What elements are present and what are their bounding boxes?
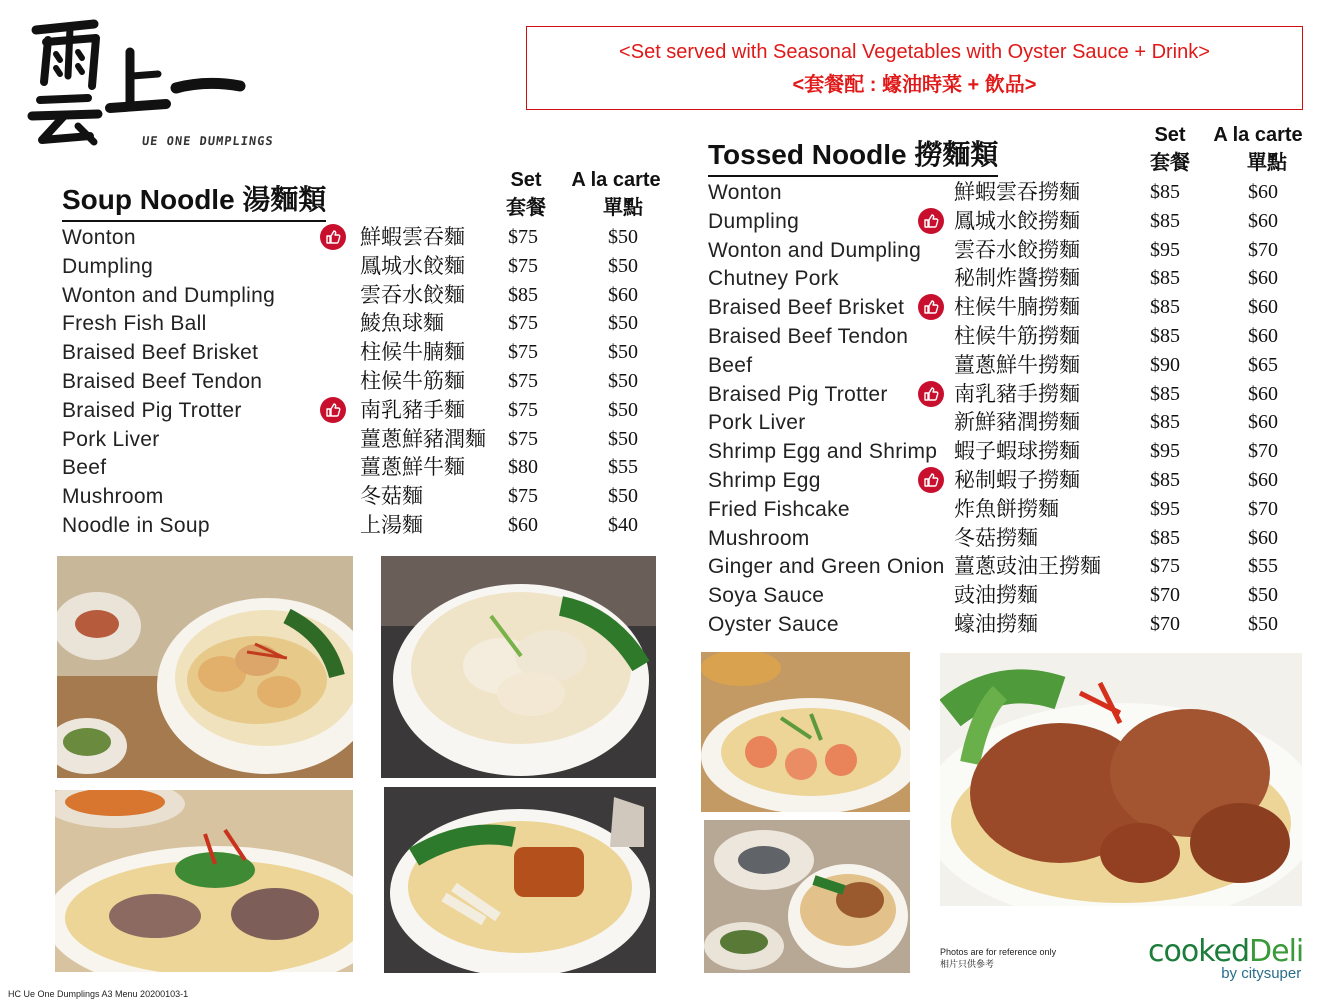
item-price-set: $95 — [1150, 440, 1180, 463]
item-price-set: $85 — [1150, 209, 1180, 232]
menu-row — [708, 408, 1308, 437]
photo-trotter-soup-bowl — [704, 820, 910, 973]
item-price-alacarte: $60 — [1248, 469, 1278, 491]
menu-row — [62, 453, 662, 482]
tossed-noodle-title: Tossed Noodle 撈麵類 — [708, 133, 998, 177]
item-price-set: $75 — [508, 254, 538, 277]
item-price-alacarte: $50 — [608, 398, 638, 421]
item-price-set: $75 — [508, 398, 538, 421]
item-price-set: $75 — [508, 341, 538, 364]
item-price-set: $85 — [508, 283, 538, 306]
menu-row — [708, 380, 1308, 409]
item-name-en: Wonton — [708, 181, 782, 204]
menu-row — [708, 581, 1308, 610]
menu-row — [708, 437, 1308, 466]
item-name-zh: 鮮蝦雲吞撈麵 — [954, 180, 1080, 204]
item-name-zh: 薑蔥鮮牛麵 — [360, 455, 465, 480]
item-price-alacarte: $50 — [608, 370, 638, 392]
menu-row — [708, 610, 1308, 639]
photo-dumpling-soup-noodle — [381, 556, 656, 778]
item-price-set: $85 — [1150, 181, 1180, 203]
thumbs-up-icon — [320, 397, 346, 423]
item-name-zh: 炸魚餅撈麵 — [954, 496, 1059, 521]
item-name-en: Ginger and Green Onion — [708, 555, 945, 579]
photo-note-zh: 相片只供參考 — [940, 959, 995, 969]
item-price-alacarte: $50 — [608, 341, 638, 364]
item-name-en: Wonton — [62, 226, 136, 249]
item-name-zh: 新鮮豬潤撈麵 — [954, 410, 1080, 435]
item-name-zh: 薑蔥鮮牛撈麵 — [954, 352, 1080, 377]
set-notice-en: <Set served with Seasonal Vegetables with Oyster Sauce + Drink> — [619, 41, 1210, 63]
item-price-alacarte: $65 — [1248, 353, 1278, 376]
menu-row — [708, 207, 1308, 236]
menu-row — [708, 236, 1308, 265]
item-name-zh: 雲吞水餃撈麵 — [954, 237, 1080, 262]
photo-wonton-soup-noodle — [57, 556, 353, 778]
tossed-alacarte-header-zh: 單點 — [1247, 152, 1287, 174]
item-name-en: Shrimp Egg — [708, 469, 821, 492]
item-price-alacarte: $60 — [1248, 296, 1278, 319]
tossed-alacarte-header — [1206, 121, 1310, 177]
item-name-zh: 冬菇撈麵 — [954, 525, 1038, 550]
item-price-alacarte: $60 — [1248, 267, 1278, 290]
item-price-alacarte: $60 — [1248, 382, 1278, 405]
photo-reference-note — [940, 946, 1056, 970]
menu-row — [62, 482, 662, 511]
item-price-alacarte: $50 — [608, 485, 638, 508]
footer-code: HC Ue One Dumplings A3 Menu 20200103-1 — [8, 989, 189, 999]
menu-row — [708, 293, 1308, 322]
item-price-alacarte: $60 — [608, 283, 638, 306]
item-name-en: Noodle in Soup — [62, 514, 210, 537]
item-name-zh: 柱候牛筋撈麵 — [954, 324, 1080, 348]
photo-chutney-pork-noodle — [384, 787, 656, 973]
item-name-en: Beef — [708, 353, 753, 377]
item-name-zh: 雲吞水餃麵 — [360, 282, 465, 307]
item-price-alacarte: $50 — [608, 226, 638, 248]
item-price-set: $70 — [1150, 613, 1180, 635]
item-price-alacarte: $60 — [1248, 526, 1278, 549]
item-price-alacarte: $60 — [1248, 411, 1278, 434]
menu-row — [708, 322, 1308, 351]
item-name-en: Mushroom — [708, 526, 810, 550]
item-price-alacarte: $50 — [608, 312, 638, 335]
menu-row — [708, 351, 1308, 380]
item-price-alacarte: $70 — [1248, 238, 1278, 261]
menu-row — [708, 524, 1308, 553]
item-price-alacarte: $50 — [1248, 613, 1278, 635]
soup-alacarte-header-zh: 單點 — [603, 197, 643, 219]
item-price-set: $85 — [1150, 411, 1180, 434]
item-price-set: $60 — [508, 514, 538, 536]
tossed-set-header-en: Set — [1154, 124, 1186, 146]
item-price-alacarte: $70 — [1248, 497, 1278, 520]
photo-note-en: Photos are for reference only — [940, 947, 1057, 957]
item-name-zh: 柱候牛腩撈麵 — [954, 295, 1080, 320]
item-price-alacarte: $40 — [608, 514, 638, 536]
tossed-alacarte-header-en: A la carte — [1213, 124, 1303, 146]
item-name-zh: 鮮蝦雲吞麵 — [360, 225, 465, 249]
brand-name-part2: Deli — [1249, 934, 1304, 969]
item-name-zh: 柱候牛筋麵 — [360, 369, 465, 393]
menu-row — [62, 367, 662, 396]
item-name-en: Braised Pig Trotter — [62, 398, 242, 422]
menu-row — [708, 264, 1308, 293]
item-price-set: $70 — [1150, 584, 1180, 607]
item-price-set: $75 — [1150, 555, 1180, 578]
logo-subtitle: UE ONE DUMPLINGS — [141, 134, 275, 148]
soup-set-header-zh: 套餐 — [506, 197, 546, 219]
item-price-set: $75 — [508, 370, 538, 392]
item-name-en: Soya Sauce — [708, 584, 825, 608]
item-name-en: Oyster Sauce — [708, 613, 839, 636]
set-notice-zh: <套餐配 : 蠔油時菜 + 飲品> — [792, 74, 1037, 96]
logo-calligraphy — [26, 10, 296, 150]
item-price-set: $85 — [1150, 469, 1180, 491]
thumbs-up-icon — [918, 294, 944, 320]
item-price-set: $95 — [1150, 497, 1180, 520]
item-name-en: Braised Beef Brisket — [708, 296, 905, 320]
soup-set-header — [504, 166, 548, 222]
photo-shrimp-tossed-noodle — [701, 652, 910, 812]
tossed-set-header — [1148, 121, 1192, 177]
item-name-zh: 南乳豬手撈麵 — [954, 381, 1080, 406]
cookeddeli-brand — [1148, 934, 1303, 982]
menu-row — [62, 425, 662, 454]
item-price-set: $75 — [508, 226, 538, 248]
item-name-en: Dumpling — [708, 209, 800, 233]
menu-row — [708, 495, 1308, 524]
item-price-alacarte: $55 — [608, 456, 638, 479]
item-name-zh: 柱候牛腩麵 — [360, 340, 465, 365]
item-name-en: Fried Fishcake — [708, 497, 850, 521]
item-name-zh: 蝦子蝦球撈麵 — [954, 439, 1080, 464]
item-price-set: $85 — [1150, 267, 1180, 290]
item-name-zh: 秘制蝦子撈麵 — [954, 468, 1080, 492]
item-name-en: Beef — [62, 456, 107, 480]
menu-row — [708, 178, 1308, 207]
item-name-en: Pork Liver — [62, 427, 160, 451]
item-name-en: Dumpling — [62, 254, 154, 278]
item-name-en: Shrimp Egg and Shrimp — [708, 440, 938, 464]
item-price-alacarte: $50 — [608, 254, 638, 277]
menu-row — [62, 281, 662, 310]
item-name-en: Fresh Fish Ball — [62, 312, 207, 336]
brand-name — [1148, 934, 1303, 969]
set-notice-box — [526, 26, 1303, 110]
item-price-set: $90 — [1150, 353, 1180, 376]
item-price-set: $75 — [508, 485, 538, 508]
item-name-zh: 秘制炸醬撈麵 — [954, 266, 1080, 291]
soup-alacarte-header-en: A la carte — [571, 169, 661, 191]
item-name-en: Braised Pig Trotter — [708, 382, 888, 406]
item-price-set: $80 — [508, 456, 538, 479]
item-name-zh: 豉油撈麵 — [954, 583, 1038, 608]
item-name-zh: 蠔油撈麵 — [954, 612, 1038, 636]
soup-set-header-en: Set — [510, 169, 542, 191]
soup-noodle-title: Soup Noodle 湯麵類 — [62, 178, 326, 222]
menu-row — [708, 552, 1308, 581]
item-price-set: $75 — [508, 427, 538, 450]
item-price-alacarte: $70 — [1248, 440, 1278, 463]
menu-row — [62, 252, 662, 281]
item-name-en: Wonton and Dumpling — [62, 283, 276, 307]
menu-row — [62, 338, 662, 367]
thumbs-up-icon — [320, 224, 346, 250]
item-name-zh: 鯪魚球麵 — [360, 311, 444, 336]
thumbs-up-icon — [918, 381, 944, 407]
item-name-zh: 冬菇麵 — [360, 484, 423, 509]
item-name-zh: 鳳城水餃撈麵 — [954, 208, 1080, 233]
thumbs-up-icon — [918, 208, 944, 234]
item-name-en: Braised Beef Brisket — [62, 341, 259, 365]
item-name-zh: 薑蔥豉油王撈麵 — [954, 554, 1101, 579]
brand-by: by citysuper — [1221, 965, 1302, 982]
menu-row — [62, 511, 662, 540]
menu-row — [62, 396, 662, 425]
item-name-en: Pork Liver — [708, 411, 806, 435]
item-price-alacarte: $60 — [1248, 325, 1278, 347]
menu-row — [62, 309, 662, 338]
item-name-en: Mushroom — [62, 485, 164, 509]
logo — [26, 10, 296, 150]
item-price-set: $85 — [1150, 382, 1180, 405]
item-price-alacarte: $55 — [1248, 555, 1278, 578]
item-name-en: Chutney Pork — [708, 267, 839, 291]
item-name-en: Wonton and Dumpling — [708, 238, 922, 262]
photo-pork-liver-noodle — [55, 790, 353, 972]
item-price-set: $95 — [1150, 238, 1180, 261]
item-name-zh: 上湯麵 — [360, 513, 423, 537]
item-name-en: Braised Beef Tendon — [708, 325, 909, 348]
photo-pig-trotter-tossed-noodle — [940, 653, 1302, 906]
item-price-set: $85 — [1150, 296, 1180, 319]
item-name-zh: 鳳城水餃麵 — [360, 253, 465, 278]
item-name-en: Braised Beef Tendon — [62, 370, 263, 393]
item-price-set: $85 — [1150, 325, 1180, 347]
tossed-set-header-zh: 套餐 — [1150, 152, 1190, 174]
thumbs-up-icon — [918, 467, 944, 493]
item-price-alacarte: $50 — [608, 427, 638, 450]
soup-alacarte-header — [566, 166, 666, 222]
menu-row — [708, 466, 1308, 495]
item-name-zh: 薑蔥鮮豬潤麵 — [360, 426, 486, 451]
item-name-zh: 南乳豬手麵 — [360, 397, 465, 422]
item-price-set: $85 — [1150, 526, 1180, 549]
item-price-alacarte: $60 — [1248, 181, 1278, 203]
item-price-alacarte: $50 — [1248, 584, 1278, 607]
item-price-set: $75 — [508, 312, 538, 335]
menu-row — [62, 223, 662, 252]
brand-name-part1: cooked — [1148, 934, 1250, 969]
item-price-alacarte: $60 — [1248, 209, 1278, 232]
